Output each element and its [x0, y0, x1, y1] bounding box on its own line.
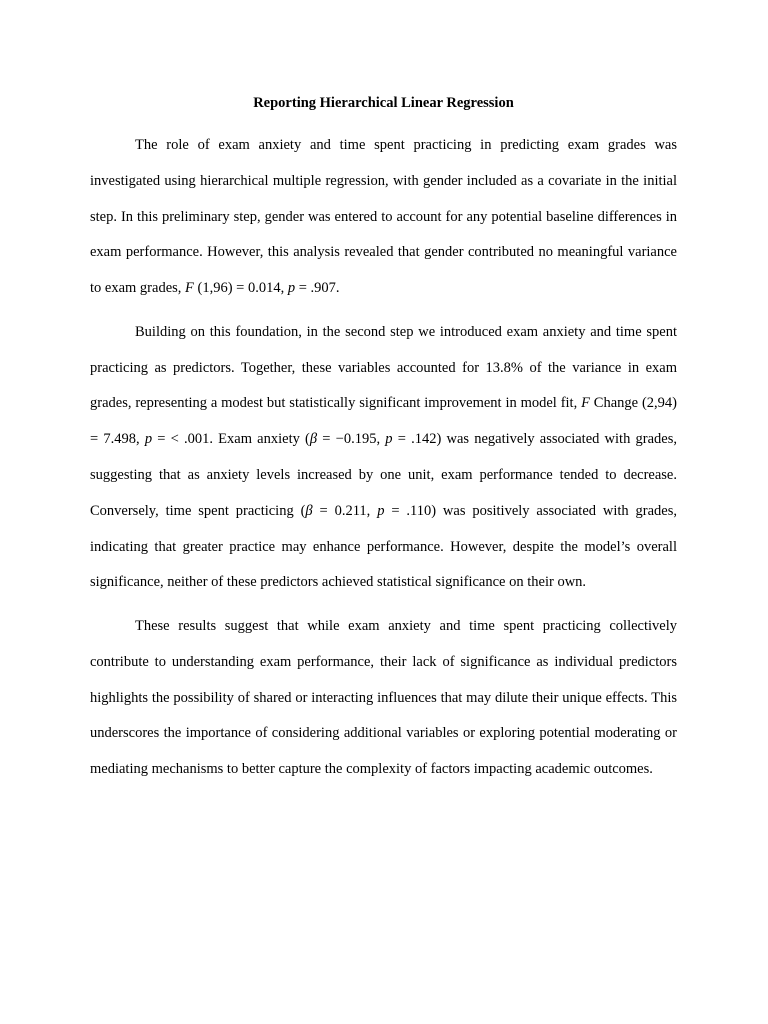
document-title: Reporting Hierarchical Linear Regression — [253, 95, 514, 111]
paragraph-1 — [90, 128, 677, 307]
text-run: = 0.211, — [312, 502, 378, 519]
text-run: The role of exam anxiety and time spent practicing in predicting exam grades was investigated using hierarchical multiple regression, with gender included as a covariate in the initial step. In this preliminary step, gender was entered to account for any potential baseline differences in exam performance. However, this analysis revealed that gender contributed no meaningful variance to exam grades, — [90, 137, 677, 297]
italic-symbol: F — [185, 280, 194, 297]
italic-symbol: β — [309, 431, 318, 448]
text-run: = −0.195, — [317, 431, 386, 448]
italic-symbol: p — [377, 502, 385, 519]
italic-symbol: β — [305, 502, 313, 519]
text-run: = .142) was negatively associated with grades, suggesting that as anxiety levels increased by one unit, exam performance tended to decrease. Conversely, time spent practicing ( — [90, 431, 677, 519]
italic-symbol: F — [581, 395, 590, 412]
document-body — [90, 128, 677, 788]
text-run: = .907. — [295, 280, 340, 297]
italic-symbol: p — [385, 431, 393, 448]
italic-symbol: p — [144, 431, 153, 448]
text-run: = .110) was positively associated with grades, indicating that greater practice may enhance performance. However, despite the model’s overall significance, neither of these predictors achieved statistical significance on their own. — [90, 502, 678, 591]
text-run: = < .001. Exam anxiety ( — [152, 431, 310, 448]
text-run: Building on this foundation, in the second step we introduced exam anxiety and time spent practicing as predictors. Together, these variables accounted for 13.8% of the variance in exam grades, representing a modest but statistically significant improvement in model fit, — [90, 323, 677, 412]
paragraph-3 — [90, 609, 677, 788]
text-run: Change (2,94) = 7.498, — [90, 395, 677, 448]
text-run: These results suggest that while exam anxiety and time spent practicing collectively contribute to understanding exam performance, their lack of significance as individual predictors highlights the possibility of shared or interacting influences that may dilute their unique effects. This underscores the importance of considering additional variables or exploring potential moderating or mediating mechanisms to better capture the complexity of factors impacting academic outcomes. — [90, 617, 677, 778]
italic-symbol: p — [287, 280, 296, 297]
paragraph-2 — [90, 315, 677, 601]
text-run: (1,96) = 0.014, — [193, 280, 288, 297]
